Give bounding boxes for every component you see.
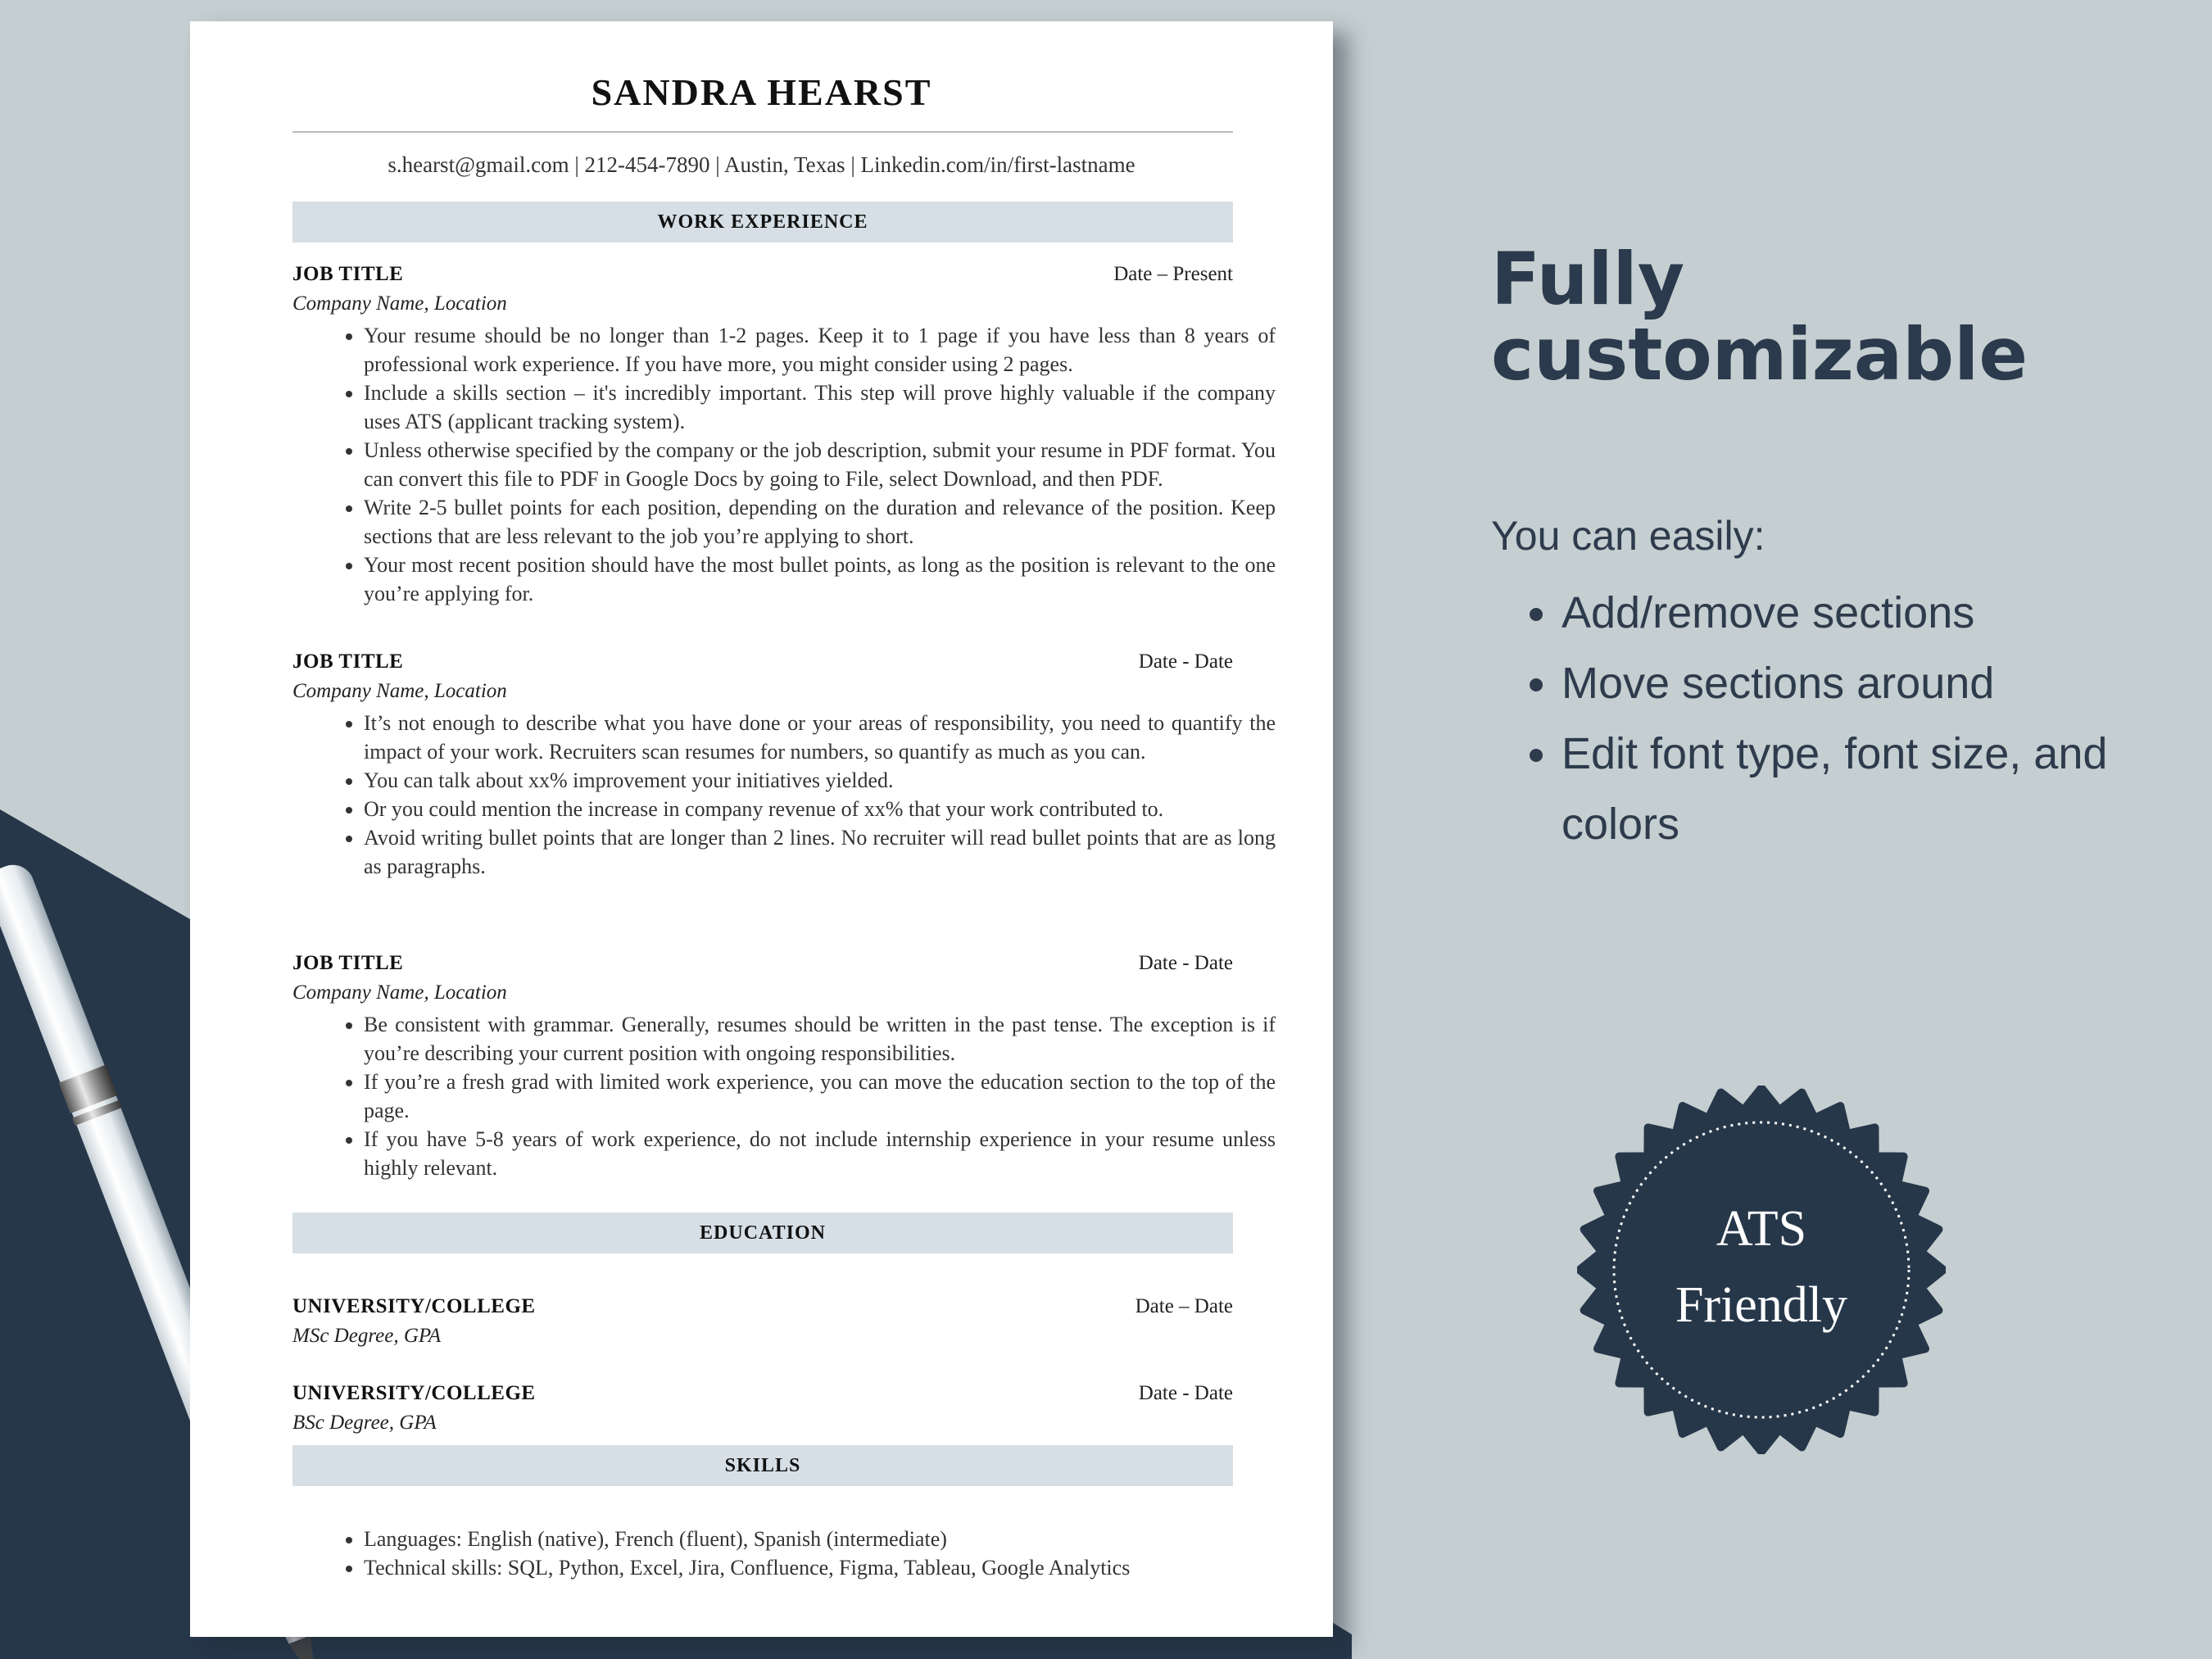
company-location: Company Name, Location (292, 981, 507, 1004)
section-header-education: EDUCATION (292, 1213, 1233, 1253)
feature-item: • Add/remove sections (1562, 578, 2135, 648)
intro-text: You can easily: (1491, 513, 1766, 559)
badge-line: Friendly (1675, 1277, 1848, 1333)
resume-name: SANDRA HEARST (591, 71, 932, 113)
job-bullets (321, 321, 1276, 608)
company-location: Company Name, Location (292, 292, 507, 315)
feature-item: • Edit font type, font size, and colors (1562, 718, 2135, 859)
job-date: Date - Date (1138, 952, 1233, 974)
degree: BSc Degree, GPA (292, 1412, 437, 1434)
badge-seal-shape (1580, 1088, 1943, 1452)
skill-item: • Technical skills: SQL, Python, Excel, Jira, Confluence, Figma, Tableau, Google Analytics (364, 1553, 1276, 1582)
contact-line: s.hearst@gmail.com | 212-454-7890 | Austin, Texas | Linkedin.com/in/first-lastname (388, 152, 1135, 177)
job-bullets (321, 1010, 1276, 1182)
section-header-skills: SKILLS (292, 1445, 1233, 1486)
bullet-item: • Your resume should be no longer than 1-2 pages. Keep it to 1 page if you have less than 8 years of professional work experience. If you have more, you might consider using 2 pages. (364, 321, 1276, 378)
job-date: Date – Present (1113, 263, 1233, 285)
education-date: Date - Date (1138, 1382, 1233, 1404)
school-name: UNIVERSITY/COLLEGE (292, 1295, 536, 1317)
bullet-item: • If you have 5-8 years of work experience, do not include internship experience in your resume unless highly relevant. (364, 1125, 1276, 1182)
badge-line: ATS (1716, 1201, 1807, 1257)
headline (1491, 237, 2163, 397)
bullet-item: • Or you could mention the increase in company revenue of xx% that your work contributed to. (364, 795, 1276, 823)
feature-item: • Move sections around (1562, 648, 2135, 718)
job-title: JOB TITLE (292, 263, 404, 285)
ats-badge-seal-icon (1577, 1086, 1946, 1454)
section-header-work-experience: WORK EXPERIENCE (292, 202, 1233, 243)
skill-item: • Languages: English (native), French (fluent), Spanish (intermediate) (364, 1525, 1276, 1553)
bullet-item: • Write 2-5 bullet points for each position, depending on the duration and relevance of the position. Keep sections that are less relevant to the job you’re applying to short. (364, 493, 1276, 551)
company-location: Company Name, Location (292, 680, 507, 702)
bullet-item: • Your most recent position should have the most bullet points, as long as the position is relevant to the one you’re applying for. (364, 551, 1276, 608)
bullet-item: • Be consistent with grammar. Generally, resumes should be written in the past tense. The exception is if you’re describing your current position with ongoing responsibilities. (364, 1010, 1276, 1067)
school-name: UNIVERSITY/COLLEGE (292, 1382, 536, 1404)
bullet-item: • You can talk about xx% improvement your initiatives yielded. (364, 766, 1276, 795)
skills-list (321, 1525, 1276, 1582)
bullet-item: • It’s not enough to describe what you have done or your areas of responsibility, you need to quantify the impact of your work. Recruiters scan resumes for numbers, so quantify as much as you can. (364, 709, 1276, 766)
resume-page (190, 21, 1333, 1637)
education-date: Date – Date (1135, 1295, 1233, 1317)
job-title: JOB TITLE (292, 952, 404, 974)
bullet-item: • Unless otherwise specified by the company or the job description, submit your resume in PDF format. You can convert this file to PDF in Google Docs by going to File, select Download, and then PDF. (364, 436, 1276, 493)
job-title: JOB TITLE (292, 650, 404, 673)
headline-line: Fully (1491, 237, 1685, 321)
feature-list (1491, 578, 2135, 859)
job-date: Date - Date (1138, 650, 1233, 673)
bullet-item: • Avoid writing bullet points that are longer than 2 lines. No recruiter will read bullet points that are as long as paragraphs. (364, 823, 1276, 881)
degree: MSc Degree, GPA (292, 1325, 442, 1347)
bullet-item: • If you’re a fresh grad with limited work experience, you can move the education section to the top of the page. (364, 1067, 1276, 1125)
job-bullets (321, 709, 1276, 881)
headline-line: customizable (1491, 312, 2028, 397)
bullet-item: • Include a skills section – it's incredibly important. This step will prove highly valuable if the company uses ATS (applicant tracking system). (364, 378, 1276, 436)
name-divider (292, 131, 1233, 133)
